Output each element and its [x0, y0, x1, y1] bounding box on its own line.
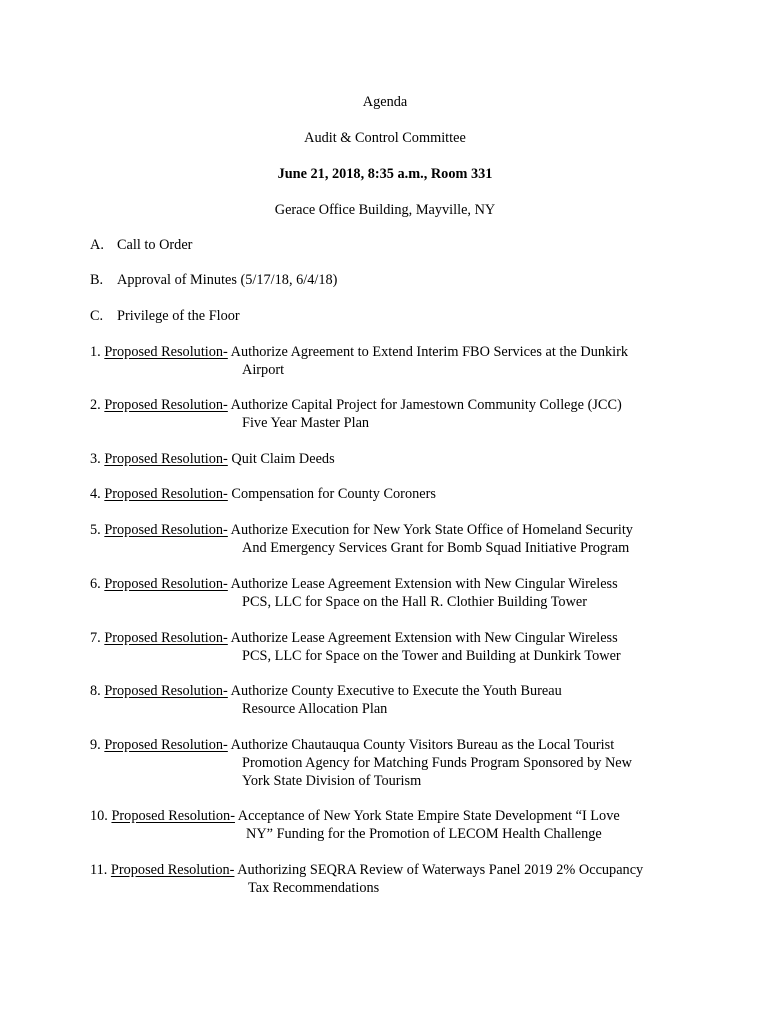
- resolution-line: Authorize Agreement to Extend Interim FBO Services at the Dunkirk: [230, 344, 629, 360]
- resolution-line: Quit Claim Deeds: [231, 451, 335, 467]
- resolution-7: [90, 629, 730, 665]
- resolution-number: 6.: [90, 576, 101, 592]
- resolution-8: [90, 682, 730, 718]
- resolution-line: And Emergency Services Grant for Bomb Squad Initiative Program: [242, 540, 630, 556]
- meeting-datetime: June 21, 2018, 8:35 a.m., Room 331: [277, 166, 493, 182]
- resolution-line: Authorize County Executive to Execute the Youth Bureau: [230, 683, 562, 699]
- committee-name: Audit & Control Committee: [304, 130, 466, 146]
- resolution-line: Authorize Lease Agreement Extension with New Cingular Wireless: [230, 576, 618, 592]
- resolution-number: 1.: [90, 344, 101, 360]
- resolution-number: 9.: [90, 737, 101, 753]
- resolution-label: Proposed Resolution-: [111, 808, 235, 824]
- resolution-line: Five Year Master Plan: [242, 415, 370, 431]
- resolution-line: PCS, LLC for Space on the Tower and Building at Dunkirk Tower: [242, 648, 621, 664]
- resolution-line: Airport: [242, 362, 285, 378]
- item-call-to-order: [90, 236, 192, 254]
- resolution-number: 10.: [90, 808, 108, 824]
- resolution-number: 7.: [90, 630, 101, 646]
- resolution-number: 4.: [90, 486, 101, 502]
- resolution-11: [90, 861, 730, 897]
- resolution-line: Acceptance of New York State Empire State Development “I Love: [237, 808, 620, 824]
- item-letter: C.: [90, 308, 104, 324]
- resolution-number: 5.: [90, 522, 101, 538]
- item-text: Call to Order: [117, 237, 193, 253]
- resolution-label: Proposed Resolution-: [104, 397, 228, 413]
- item-text: Approval of Minutes (5/17/18, 6/4/18): [117, 272, 338, 288]
- meeting-location: Gerace Office Building, Mayville, NY: [274, 202, 496, 218]
- resolution-line: York State Division of Tourism: [242, 773, 422, 789]
- resolution-line: Authorize Capital Project for Jamestown Community College (JCC): [230, 397, 622, 413]
- resolution-number: 3.: [90, 451, 101, 467]
- resolution-label: Proposed Resolution-: [104, 683, 228, 699]
- resolution-label: Proposed Resolution-: [104, 451, 228, 467]
- resolution-number: 8.: [90, 683, 101, 699]
- resolution-5: [90, 521, 730, 557]
- agenda-title: Agenda: [362, 94, 408, 110]
- resolution-line: Tax Recommendations: [248, 880, 380, 896]
- resolution-label: Proposed Resolution-: [104, 486, 228, 502]
- resolution-label: Proposed Resolution-: [104, 630, 228, 646]
- resolution-9: [90, 736, 730, 790]
- resolution-label: Proposed Resolution-: [110, 862, 235, 878]
- item-text: Privilege of the Floor: [117, 308, 240, 324]
- resolution-4: [90, 485, 730, 503]
- resolution-line: Authorize Execution for New York State Office of Homeland Security: [230, 522, 633, 538]
- resolution-number: 11.: [90, 862, 108, 878]
- resolution-line: Compensation for County Coroners: [231, 486, 436, 502]
- resolution-label: Proposed Resolution-: [104, 576, 228, 592]
- resolution-line: PCS, LLC for Space on the Hall R. Clothier Building Tower: [242, 594, 588, 610]
- resolution-2: [90, 396, 730, 432]
- resolution-3: [90, 450, 730, 468]
- resolution-label: Proposed Resolution-: [104, 737, 228, 753]
- resolution-number: 2.: [90, 397, 101, 413]
- resolution-line: Authorize Chautauqua County Visitors Bureau as the Local Tourist: [230, 737, 615, 753]
- resolution-label: Proposed Resolution-: [104, 522, 228, 538]
- item-letter: A.: [90, 237, 104, 253]
- resolution-6: [90, 575, 730, 611]
- item-approval-of-minutes: [90, 271, 337, 289]
- resolution-line: Promotion Agency for Matching Funds Program Sponsored by New: [242, 755, 632, 771]
- resolution-line: Authorize Lease Agreement Extension with New Cingular Wireless: [230, 630, 618, 646]
- item-privilege-of-floor: [90, 307, 240, 325]
- resolution-line: Authorizing SEQRA Review of Waterways Panel 2019 2% Occupancy: [237, 862, 644, 878]
- resolution-10: [90, 807, 730, 843]
- resolution-label: Proposed Resolution-: [104, 344, 228, 360]
- item-letter: B.: [90, 272, 104, 288]
- resolution-1: [90, 343, 730, 379]
- resolution-line: NY” Funding for the Promotion of LECOM Health Challenge: [246, 826, 602, 842]
- resolution-line: Resource Allocation Plan: [242, 701, 388, 717]
